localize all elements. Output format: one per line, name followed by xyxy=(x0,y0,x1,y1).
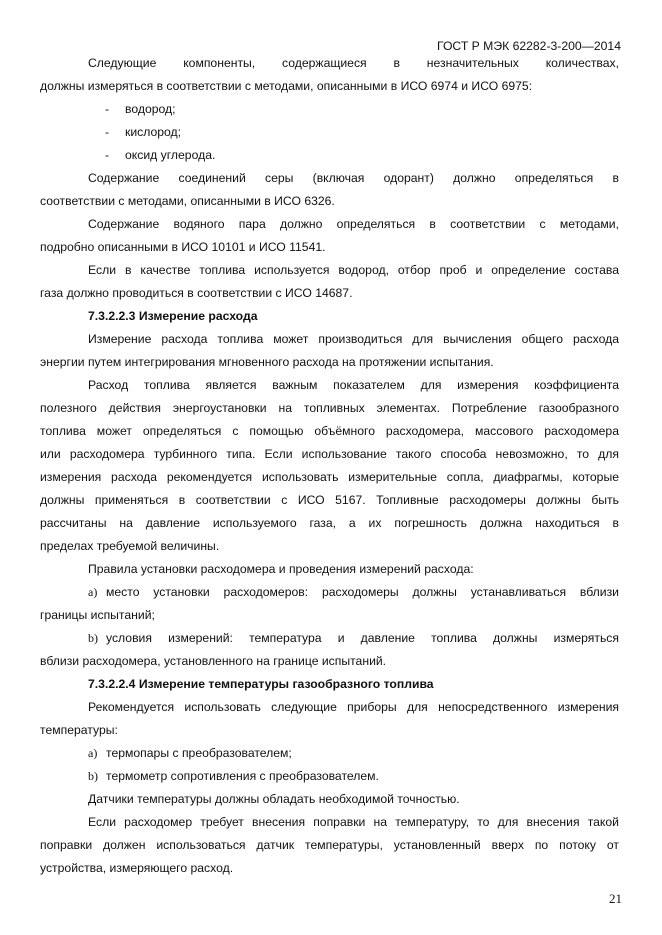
paragraph-line: должны измеряться в соответствии с методами, описанными в ИСО 6974 и ИСО 6975: xyxy=(40,79,533,93)
paragraph-line: Правила установки расходомера и проведения измерений расхода: xyxy=(88,562,474,576)
paragraph-line: Если расходомер требует внесения поправки на температуру, то для внесения такой xyxy=(88,815,619,829)
paragraph-line: измерения расхода рекомендуется использовать измерительные сопла, диафрагмы, которые xyxy=(40,470,619,484)
list-marker: - xyxy=(105,102,110,116)
paragraph-line: Если в качестве топлива используется водород, отбор проб и определение состава xyxy=(88,263,619,277)
paragraph-line: топлива может определяться с помощью объёмного расходомера, массового расходомера xyxy=(40,424,619,438)
list-item: место установки расходомеров: расходомеры должны устанавливаться вблизи xyxy=(106,585,619,599)
list-marker: b) xyxy=(88,631,98,645)
paragraph-line: или расходомера турбинного типа. Если использование такого способа невозможно, то для xyxy=(40,447,619,461)
list-item: термопары с преобразователем; xyxy=(106,746,292,760)
document-header-code: ГОСТ Р МЭК 62282-3-200—2014 xyxy=(437,39,621,53)
list-item: оксид углерода. xyxy=(125,148,216,162)
paragraph-line: Измерение расхода топлива может производиться для вычисления общего расхода xyxy=(88,332,619,346)
paragraph-line: пределах требуемой величины. xyxy=(40,539,220,553)
list-item-continuation: границы испытаний; xyxy=(40,608,155,622)
list-item: кислород; xyxy=(125,125,182,139)
paragraph-line: Содержание водяного пара должно определяться в соответствии с методами, xyxy=(88,217,619,231)
list-marker: - xyxy=(105,125,110,139)
paragraph-line: полезного действия энергоустановки на топливных элементах. Потребление газообразного xyxy=(40,401,619,415)
list-marker: - xyxy=(105,148,110,162)
list-marker: a) xyxy=(88,746,98,760)
list-item: водород; xyxy=(125,102,176,116)
paragraph-line: подробно описанными в ИСО 10101 и ИСО 11541. xyxy=(40,240,326,254)
paragraph-line: Следующие компоненты, содержащиеся в незначительных количествах, xyxy=(88,56,619,70)
paragraph-line: Расход топлива является важным показателем для измерения коэффициента xyxy=(88,378,619,392)
section-heading: 7.3.2.2.4 Измерение температуры газообразного топлива xyxy=(88,677,434,691)
page-number: 21 xyxy=(609,891,622,906)
list-marker: a) xyxy=(88,585,98,599)
list-item: термометр сопротивления с преобразователем. xyxy=(106,769,379,783)
paragraph-line: соответствии с методами, описанными в ИСО 6326. xyxy=(40,194,335,208)
section-heading: 7.3.2.2.3 Измерение расхода xyxy=(88,309,258,323)
paragraph-line: энергии путем интегрирования мгновенного расхода на протяжении испытания. xyxy=(40,355,494,369)
paragraph-line: температуры: xyxy=(40,723,118,737)
paragraph-line: Содержание соединений серы (включая одорант) должно определяться в xyxy=(88,171,619,185)
paragraph-line: газа должно проводиться в соответствии с ИСО 14687. xyxy=(40,286,353,300)
list-item: условия измерений: температура и давление топлива должны измеряться xyxy=(106,631,619,645)
list-item-continuation: вблизи расходомера, установленного на границе испытаний. xyxy=(40,654,387,668)
paragraph-line: должны применяться в соответствии с ИСО 5167. Топливные расходомеры должны быть xyxy=(40,493,619,507)
paragraph-line: Датчики температуры должны обладать необходимой точностью. xyxy=(88,792,460,806)
list-marker: b) xyxy=(88,769,98,783)
paragraph-line: рассчитаны на давление используемого газа, а их погрешность должна находиться в xyxy=(40,516,619,530)
paragraph-line: устройства, измеряющего расход. xyxy=(40,861,234,875)
paragraph-line: Рекомендуется использовать следующие приборы для непосредственного измерения xyxy=(88,700,619,714)
paragraph-line: поправки должен использоваться датчик температуры, установленный вверх по потоку от xyxy=(40,838,619,852)
